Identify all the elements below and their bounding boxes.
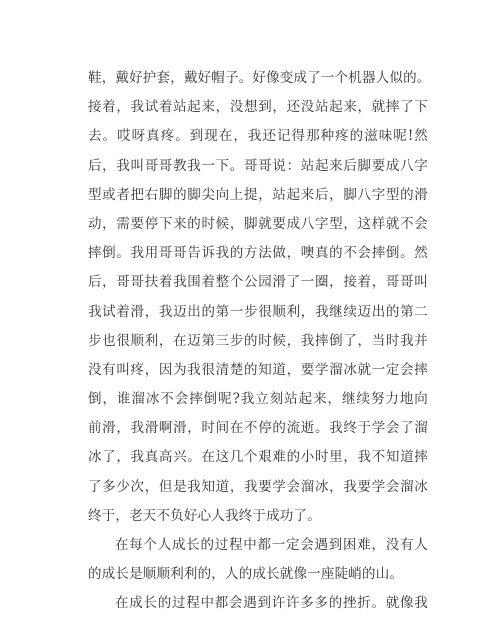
text-line: 型或者把右脚的脚尖向上提，站起来后，脚八字型的滑	[88, 186, 428, 203]
paragraph-start-line: 在每个人成长的过程中都一定会遇到困难，没有人	[115, 537, 428, 553]
essay-body	[88, 64, 431, 619]
text-line: 后，哥哥扶着我围着整个公园滑了一圈，接着，哥哥叫	[88, 274, 428, 291]
text-line: 倒，谁溜冰不会摔倒呢?我立刻站起来，继续努力地向	[88, 391, 428, 408]
text-line: 前滑，我滑啊滑，时间在不停的流逝。我终于学会了溜	[88, 420, 428, 437]
text-line: 没有叫疼，因为我很清楚的知道，要学溜冰就一定会摔	[88, 361, 428, 378]
paragraph-end-line: 终于，老天不负好心人我终于成功了。	[88, 507, 321, 524]
text-line: 了多少次，但是我知道，我要学会溜冰，我要学会溜冰	[88, 478, 428, 495]
text-line: 冰了，我真高兴。在这几个艰难的小时里，我不知道摔	[88, 449, 428, 466]
paragraph-end-line: 的成长是顺顺利利的，人的成长就像一座陡峭的山。	[88, 566, 404, 583]
paragraph-start-line: 在成长的过程中都会遇到许许多多的挫折。就像我	[115, 595, 428, 612]
text-line: 后，我叫哥哥教我一下。哥哥说：站起来后脚要成八字	[88, 157, 428, 174]
text-line: 步也很顺利，在迈第三步的时候，我摔倒了，当时我并	[88, 332, 428, 349]
text-line: 接着，我试着站起来，没想到，还没站起来，就摔了下	[88, 99, 428, 116]
text-line: 我试着滑，我迈出的第一步很顺利，我继续迈出的第二	[88, 303, 428, 320]
text-line: 动，需要停下来的时候，脚就要成八字型，这样就不会	[88, 215, 428, 232]
text-line: 去。哎呀真疼。到现在，我还记得那种疼的滋味呢!然	[88, 128, 428, 145]
text-line: 鞋，戴好护套，戴好帽子。好像变成了一个机器人似的。	[88, 70, 431, 86]
text-line: 摔倒。我用哥哥告诉我的方法做，噢真的不会摔倒。然	[88, 245, 428, 262]
